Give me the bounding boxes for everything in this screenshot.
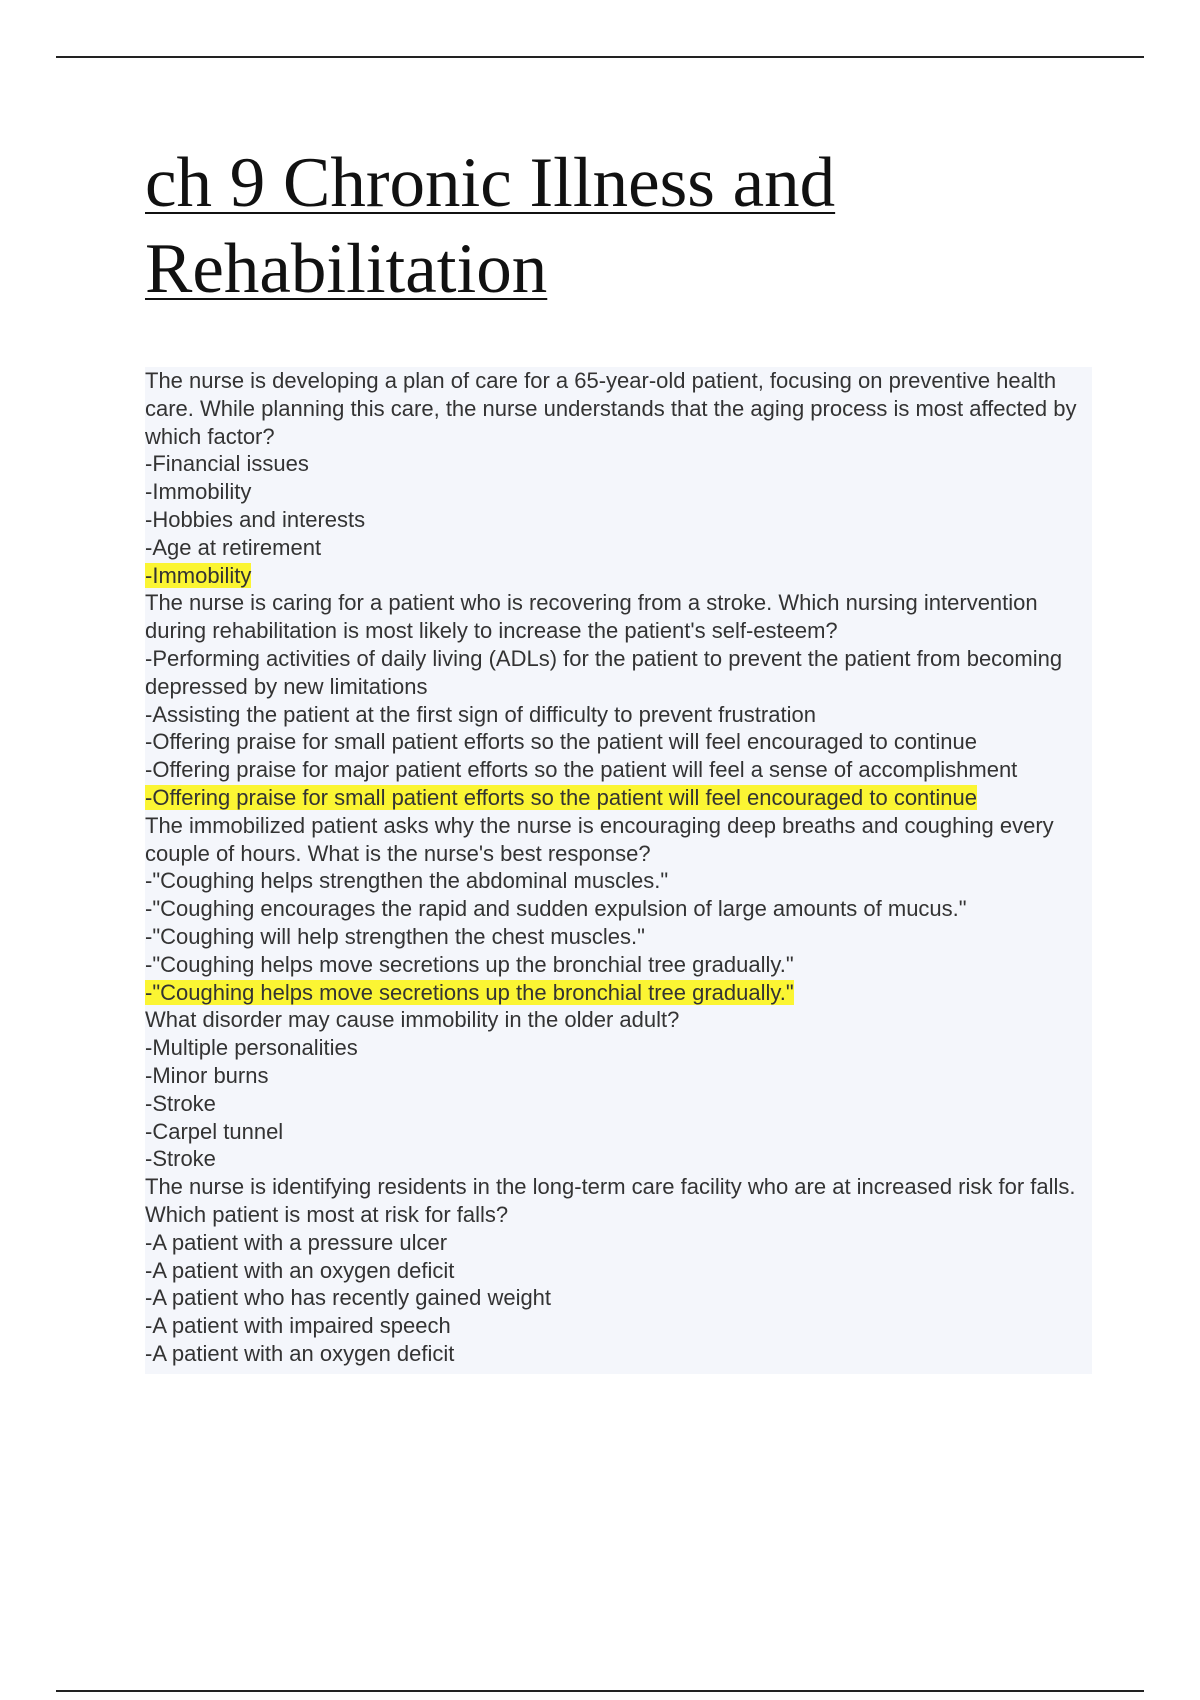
text-line-text: -Stroke [145,1146,216,1172]
page-title [145,140,1105,312]
top-rule [56,56,1144,58]
text-line-text: -Stroke [145,1090,216,1116]
text-line [145,645,1092,701]
text-line [145,1229,1092,1257]
highlighted-answer-text: -"Coughing helps move secretions up the bronchial tree gradually." [145,979,794,1005]
text-line-text: -Performing activities of daily living (ADLs) for the patient to prevent the patient from becoming depressed by new limitations [145,645,1063,699]
text-line [145,1062,1092,1090]
text-line-text: -A patient with a pressure ulcer [145,1229,448,1255]
text-line-text: -Age at retirement [145,534,322,560]
text-line [145,1090,1092,1118]
text-line-text: -A patient who has recently gained weight [145,1285,552,1311]
text-line-text: -Carpel tunnel [145,1118,284,1144]
highlighted-answer [145,562,1092,590]
text-line [145,1006,1092,1034]
text-line [145,867,1092,895]
highlighted-answer-text: -Offering praise for small patient efforts so the patient will feel encouraged to continue [145,784,977,810]
text-line [145,756,1092,784]
text-line-text: -Financial issues [145,451,309,477]
text-line [145,367,1092,450]
text-line [145,812,1092,868]
text-line [145,923,1092,951]
text-line [145,450,1092,478]
text-line-text: -A patient with an oxygen deficit [145,1340,455,1366]
text-line [145,895,1092,923]
text-line [145,478,1092,506]
text-line-text: -Offering praise for small patient efforts so the patient will feel encouraged to continue [145,729,977,755]
text-line-text: -"Coughing encourages the rapid and sudden expulsion of large amounts of mucus." [145,896,967,922]
text-line [145,1173,1092,1229]
text-line [145,1312,1092,1340]
text-line [145,1284,1092,1312]
text-line-text: What disorder may cause immobility in the older adult? [145,1007,680,1033]
text-line-text: The nurse is caring for a patient who is recovering from a stroke. Which nursing intervention during rehabilitation is most likely to increase the patient's self-esteem? [145,590,1038,644]
text-line-text: The immobilized patient asks why the nurse is encouraging deep breaths and coughing every couple of hours. What is the nurse's best response? [145,812,1054,866]
text-line-text: The nurse is identifying residents in the long-term care facility who are at increased risk for falls. Which patient is most at risk for falls? [145,1174,1076,1227]
bottom-rule [56,1690,1144,1692]
text-line-text: -"Coughing will help strengthen the chest muscles." [145,923,645,949]
text-line [145,1340,1092,1368]
highlighted-answer [145,784,1092,812]
text-line-text: -Immobility [145,479,252,505]
text-line [145,701,1092,729]
question-answer-block [145,367,1092,1374]
page-title-text: ch 9 Chronic Illness and Rehabilitation [145,144,836,308]
text-line-text: -Offering praise for major patient efforts so the patient will feel a sense of accomplishment [145,757,1018,783]
text-line [145,506,1092,534]
text-line [145,1145,1092,1173]
text-line [145,951,1092,979]
text-line-text: -Hobbies and interests [145,506,366,532]
text-line-text: The nurse is developing a plan of care for a 65-year-old patient, focusing on preventive health care. While planning this care, the nurse understands that the aging process is most affected by which factor? [145,368,1077,449]
text-line-text: -"Coughing helps move secretions up the bronchial tree gradually." [145,951,794,977]
highlighted-answer-text: -Immobility [145,562,252,588]
text-line [145,534,1092,562]
text-line [145,1034,1092,1062]
text-line-text: -Assisting the patient at the first sign of difficulty to prevent frustration [145,701,816,727]
text-line-text: -Minor burns [145,1062,269,1088]
text-line-text: -A patient with impaired speech [145,1313,451,1339]
text-line-text: -Multiple personalities [145,1035,358,1061]
text-line [145,728,1092,756]
text-line [145,589,1092,645]
text-line [145,1257,1092,1285]
highlighted-answer [145,979,1092,1007]
text-line-text: -"Coughing helps strengthen the abdominal muscles." [145,868,669,894]
text-line-text: -A patient with an oxygen deficit [145,1257,455,1283]
text-line [145,1118,1092,1146]
